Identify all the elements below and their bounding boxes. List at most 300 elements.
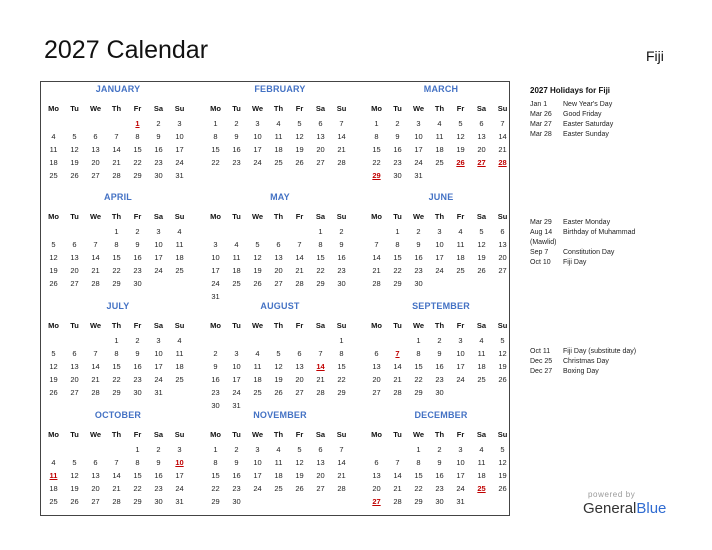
day-cell[interactable]: 18 <box>477 471 486 480</box>
day-cell[interactable]: 29 <box>316 279 325 288</box>
day-cell[interactable]: 1 <box>339 336 344 345</box>
day-cell[interactable]: 20 <box>70 266 79 275</box>
day-cell[interactable]: 30 <box>393 171 402 180</box>
day-cell[interactable]: 6 <box>318 119 323 128</box>
day-cell[interactable]: 10 <box>232 362 241 371</box>
day-cell[interactable]: 17 <box>435 253 444 262</box>
day-cell[interactable]: 26 <box>477 266 486 275</box>
day-cell[interactable]: 16 <box>133 362 142 371</box>
day-cell[interactable]: 14 <box>337 132 346 141</box>
day-cell[interactable]: 24 <box>435 266 444 275</box>
day-cell[interactable]: 16 <box>232 145 241 154</box>
day-cell[interactable]: 2 <box>135 227 140 236</box>
day-cell[interactable]: 1 <box>318 227 323 236</box>
day-cell[interactable]: 6 <box>72 240 77 249</box>
holiday-day-cell[interactable]: 26 <box>456 158 465 167</box>
day-cell[interactable]: 12 <box>253 253 262 262</box>
day-cell[interactable]: 24 <box>211 279 220 288</box>
day-cell[interactable]: 21 <box>91 266 100 275</box>
day-cell[interactable]: 2 <box>156 445 161 454</box>
day-cell[interactable]: 4 <box>51 132 56 141</box>
holiday-day-cell[interactable]: 25 <box>477 484 486 493</box>
day-cell[interactable]: 20 <box>91 484 100 493</box>
day-cell[interactable]: 13 <box>316 458 325 467</box>
day-cell[interactable]: 22 <box>133 484 142 493</box>
day-cell[interactable]: 24 <box>253 158 262 167</box>
day-cell[interactable]: 15 <box>414 471 423 480</box>
day-cell[interactable]: 25 <box>175 266 184 275</box>
day-cell[interactable]: 14 <box>337 458 346 467</box>
day-cell[interactable]: 15 <box>133 471 142 480</box>
day-cell[interactable]: 23 <box>435 484 444 493</box>
day-cell[interactable]: 27 <box>70 388 79 397</box>
day-cell[interactable]: 27 <box>316 484 325 493</box>
day-cell[interactable]: 28 <box>91 388 100 397</box>
day-cell[interactable]: 9 <box>437 458 442 467</box>
day-cell[interactable]: 16 <box>435 471 444 480</box>
day-cell[interactable]: 31 <box>175 171 184 180</box>
day-cell[interactable]: 20 <box>274 266 283 275</box>
day-cell[interactable]: 21 <box>498 145 507 154</box>
day-cell[interactable]: 2 <box>213 349 218 358</box>
day-cell[interactable]: 25 <box>456 266 465 275</box>
day-cell[interactable]: 13 <box>477 132 486 141</box>
day-cell[interactable]: 6 <box>276 240 281 249</box>
holiday-day-cell[interactable]: 28 <box>498 158 507 167</box>
day-cell[interactable]: 2 <box>339 227 344 236</box>
day-cell[interactable]: 5 <box>458 119 463 128</box>
day-cell[interactable]: 13 <box>70 362 79 371</box>
day-cell[interactable]: 10 <box>456 349 465 358</box>
day-cell[interactable]: 1 <box>114 227 119 236</box>
day-cell[interactable]: 15 <box>112 253 121 262</box>
day-cell[interactable]: 7 <box>114 458 119 467</box>
day-cell[interactable]: 21 <box>91 375 100 384</box>
day-cell[interactable]: 11 <box>435 132 444 141</box>
day-cell[interactable]: 16 <box>435 362 444 371</box>
day-cell[interactable]: 13 <box>70 253 79 262</box>
day-cell[interactable]: 28 <box>337 158 346 167</box>
day-cell[interactable]: 11 <box>274 132 283 141</box>
day-cell[interactable]: 17 <box>253 145 262 154</box>
day-cell[interactable]: 7 <box>93 349 98 358</box>
day-cell[interactable]: 17 <box>154 253 163 262</box>
day-cell[interactable]: 29 <box>112 388 121 397</box>
day-cell[interactable]: 3 <box>255 445 260 454</box>
day-cell[interactable]: 22 <box>414 484 423 493</box>
day-cell[interactable]: 31 <box>232 401 241 410</box>
day-cell[interactable]: 1 <box>416 336 421 345</box>
day-cell[interactable]: 18 <box>456 253 465 262</box>
holiday-day-cell[interactable]: 1 <box>135 119 140 128</box>
day-cell[interactable]: 9 <box>156 458 161 467</box>
day-cell[interactable]: 8 <box>135 132 140 141</box>
day-cell[interactable]: 27 <box>498 266 507 275</box>
day-cell[interactable]: 10 <box>211 253 220 262</box>
day-cell[interactable]: 20 <box>477 145 486 154</box>
day-cell[interactable]: 16 <box>133 253 142 262</box>
day-cell[interactable]: 23 <box>133 375 142 384</box>
day-cell[interactable]: 15 <box>316 253 325 262</box>
day-cell[interactable]: 14 <box>91 253 100 262</box>
day-cell[interactable]: 4 <box>479 336 484 345</box>
day-cell[interactable]: 23 <box>435 375 444 384</box>
day-cell[interactable]: 22 <box>393 266 402 275</box>
day-cell[interactable]: 7 <box>395 458 400 467</box>
day-cell[interactable]: 13 <box>295 362 304 371</box>
day-cell[interactable]: 12 <box>274 362 283 371</box>
day-cell[interactable]: 28 <box>393 388 402 397</box>
day-cell[interactable]: 3 <box>156 227 161 236</box>
day-cell[interactable]: 16 <box>232 471 241 480</box>
day-cell[interactable]: 17 <box>232 375 241 384</box>
day-cell[interactable]: 18 <box>232 266 241 275</box>
day-cell[interactable]: 10 <box>154 240 163 249</box>
day-cell[interactable]: 13 <box>316 132 325 141</box>
day-cell[interactable]: 25 <box>49 497 58 506</box>
day-cell[interactable]: 10 <box>175 132 184 141</box>
day-cell[interactable]: 12 <box>295 132 304 141</box>
day-cell[interactable]: 22 <box>211 484 220 493</box>
day-cell[interactable]: 19 <box>295 471 304 480</box>
day-cell[interactable]: 12 <box>477 240 486 249</box>
day-cell[interactable]: 17 <box>175 471 184 480</box>
day-cell[interactable]: 27 <box>295 388 304 397</box>
day-cell[interactable]: 28 <box>112 171 121 180</box>
day-cell[interactable]: 30 <box>154 171 163 180</box>
day-cell[interactable]: 4 <box>177 227 182 236</box>
day-cell[interactable]: 23 <box>154 484 163 493</box>
day-cell[interactable]: 28 <box>372 279 381 288</box>
day-cell[interactable]: 22 <box>316 266 325 275</box>
day-cell[interactable]: 20 <box>91 158 100 167</box>
day-cell[interactable]: 14 <box>393 362 402 371</box>
day-cell[interactable]: 25 <box>274 158 283 167</box>
day-cell[interactable]: 2 <box>437 445 442 454</box>
day-cell[interactable]: 9 <box>213 362 218 371</box>
day-cell[interactable]: 1 <box>135 445 140 454</box>
day-cell[interactable]: 14 <box>112 471 121 480</box>
day-cell[interactable]: 25 <box>435 158 444 167</box>
day-cell[interactable]: 9 <box>156 132 161 141</box>
day-cell[interactable]: 5 <box>51 240 56 249</box>
day-cell[interactable]: 30 <box>154 497 163 506</box>
day-cell[interactable]: 12 <box>498 349 507 358</box>
day-cell[interactable]: 3 <box>437 227 442 236</box>
day-cell[interactable]: 5 <box>479 227 484 236</box>
day-cell[interactable]: 11 <box>232 253 241 262</box>
day-cell[interactable]: 17 <box>253 471 262 480</box>
day-cell[interactable]: 10 <box>456 458 465 467</box>
day-cell[interactable]: 4 <box>177 336 182 345</box>
day-cell[interactable]: 8 <box>374 132 379 141</box>
brand-logo[interactable] <box>583 500 666 517</box>
day-cell[interactable]: 26 <box>498 375 507 384</box>
day-cell[interactable]: 18 <box>435 145 444 154</box>
day-cell[interactable]: 5 <box>51 349 56 358</box>
day-cell[interactable]: 26 <box>295 158 304 167</box>
holiday-day-cell[interactable]: 14 <box>316 362 325 371</box>
day-cell[interactable]: 15 <box>337 362 346 371</box>
holiday-day-cell[interactable]: 11 <box>49 471 58 480</box>
day-cell[interactable]: 12 <box>49 362 58 371</box>
day-cell[interactable]: 8 <box>213 132 218 141</box>
day-cell[interactable]: 24 <box>154 375 163 384</box>
day-cell[interactable]: 4 <box>276 119 281 128</box>
day-cell[interactable]: 18 <box>49 158 58 167</box>
day-cell[interactable]: 4 <box>437 119 442 128</box>
day-cell[interactable]: 24 <box>175 484 184 493</box>
day-cell[interactable]: 26 <box>253 279 262 288</box>
day-cell[interactable]: 10 <box>414 132 423 141</box>
day-cell[interactable]: 13 <box>372 362 381 371</box>
day-cell[interactable]: 6 <box>297 349 302 358</box>
day-cell[interactable]: 21 <box>393 375 402 384</box>
day-cell[interactable]: 15 <box>372 145 381 154</box>
day-cell[interactable]: 7 <box>374 240 379 249</box>
day-cell[interactable]: 27 <box>372 388 381 397</box>
day-cell[interactable]: 3 <box>234 349 239 358</box>
day-cell[interactable]: 6 <box>93 132 98 141</box>
day-cell[interactable]: 21 <box>112 158 121 167</box>
day-cell[interactable]: 2 <box>437 336 442 345</box>
day-cell[interactable]: 14 <box>498 132 507 141</box>
day-cell[interactable]: 18 <box>253 375 262 384</box>
day-cell[interactable]: 26 <box>70 497 79 506</box>
day-cell[interactable]: 5 <box>72 458 77 467</box>
day-cell[interactable]: 8 <box>395 240 400 249</box>
day-cell[interactable]: 21 <box>316 375 325 384</box>
day-cell[interactable]: 6 <box>479 119 484 128</box>
day-cell[interactable]: 13 <box>91 145 100 154</box>
day-cell[interactable]: 9 <box>395 132 400 141</box>
day-cell[interactable]: 12 <box>70 145 79 154</box>
day-cell[interactable]: 14 <box>372 253 381 262</box>
day-cell[interactable]: 18 <box>477 362 486 371</box>
day-cell[interactable]: 20 <box>316 471 325 480</box>
day-cell[interactable]: 19 <box>253 266 262 275</box>
day-cell[interactable]: 28 <box>337 484 346 493</box>
day-cell[interactable]: 11 <box>274 458 283 467</box>
day-cell[interactable]: 24 <box>456 484 465 493</box>
day-cell[interactable]: 29 <box>414 388 423 397</box>
day-cell[interactable]: 21 <box>337 145 346 154</box>
day-cell[interactable]: 4 <box>234 240 239 249</box>
day-cell[interactable]: 23 <box>232 158 241 167</box>
day-cell[interactable]: 30 <box>414 279 423 288</box>
day-cell[interactable]: 5 <box>500 445 505 454</box>
day-cell[interactable]: 1 <box>213 119 218 128</box>
day-cell[interactable]: 13 <box>372 471 381 480</box>
day-cell[interactable]: 8 <box>114 349 119 358</box>
day-cell[interactable]: 26 <box>295 484 304 493</box>
day-cell[interactable]: 2 <box>156 119 161 128</box>
day-cell[interactable]: 22 <box>372 158 381 167</box>
day-cell[interactable]: 23 <box>337 266 346 275</box>
day-cell[interactable]: 12 <box>70 471 79 480</box>
day-cell[interactable]: 9 <box>135 349 140 358</box>
day-cell[interactable]: 14 <box>393 471 402 480</box>
day-cell[interactable]: 1 <box>374 119 379 128</box>
day-cell[interactable]: 27 <box>91 171 100 180</box>
day-cell[interactable]: 4 <box>255 349 260 358</box>
day-cell[interactable]: 14 <box>112 145 121 154</box>
day-cell[interactable]: 1 <box>395 227 400 236</box>
day-cell[interactable]: 28 <box>295 279 304 288</box>
day-cell[interactable]: 7 <box>339 445 344 454</box>
day-cell[interactable]: 5 <box>500 336 505 345</box>
day-cell[interactable]: 27 <box>274 279 283 288</box>
day-cell[interactable]: 16 <box>154 145 163 154</box>
day-cell[interactable]: 31 <box>456 497 465 506</box>
day-cell[interactable]: 31 <box>211 292 220 301</box>
day-cell[interactable]: 10 <box>435 240 444 249</box>
day-cell[interactable]: 29 <box>133 497 142 506</box>
day-cell[interactable]: 30 <box>435 388 444 397</box>
day-cell[interactable]: 29 <box>414 497 423 506</box>
day-cell[interactable]: 15 <box>133 145 142 154</box>
day-cell[interactable]: 16 <box>393 145 402 154</box>
day-cell[interactable]: 22 <box>337 375 346 384</box>
day-cell[interactable]: 19 <box>49 375 58 384</box>
day-cell[interactable]: 4 <box>51 458 56 467</box>
day-cell[interactable]: 25 <box>253 388 262 397</box>
day-cell[interactable]: 31 <box>175 497 184 506</box>
day-cell[interactable]: 19 <box>70 484 79 493</box>
day-cell[interactable]: 28 <box>91 279 100 288</box>
day-cell[interactable]: 28 <box>112 497 121 506</box>
day-cell[interactable]: 15 <box>211 145 220 154</box>
day-cell[interactable]: 29 <box>393 279 402 288</box>
day-cell[interactable]: 8 <box>135 458 140 467</box>
day-cell[interactable]: 28 <box>393 497 402 506</box>
day-cell[interactable]: 18 <box>49 484 58 493</box>
day-cell[interactable]: 26 <box>49 388 58 397</box>
day-cell[interactable]: 21 <box>112 484 121 493</box>
day-cell[interactable]: 2 <box>234 119 239 128</box>
day-cell[interactable]: 16 <box>337 253 346 262</box>
day-cell[interactable]: 2 <box>395 119 400 128</box>
day-cell[interactable]: 31 <box>154 388 163 397</box>
day-cell[interactable]: 4 <box>276 445 281 454</box>
day-cell[interactable]: 15 <box>211 471 220 480</box>
day-cell[interactable]: 7 <box>318 349 323 358</box>
day-cell[interactable]: 16 <box>211 375 220 384</box>
day-cell[interactable]: 24 <box>414 158 423 167</box>
day-cell[interactable]: 19 <box>456 145 465 154</box>
day-cell[interactable]: 23 <box>393 158 402 167</box>
day-cell[interactable]: 3 <box>458 336 463 345</box>
day-cell[interactable]: 24 <box>232 388 241 397</box>
day-cell[interactable]: 21 <box>393 484 402 493</box>
day-cell[interactable]: 19 <box>498 471 507 480</box>
day-cell[interactable]: 30 <box>133 279 142 288</box>
day-cell[interactable]: 25 <box>175 375 184 384</box>
day-cell[interactable]: 26 <box>49 279 58 288</box>
day-cell[interactable]: 6 <box>318 445 323 454</box>
day-cell[interactable]: 13 <box>274 253 283 262</box>
day-cell[interactable]: 3 <box>416 119 421 128</box>
day-cell[interactable]: 9 <box>339 240 344 249</box>
day-cell[interactable]: 19 <box>498 362 507 371</box>
day-cell[interactable]: 2 <box>135 336 140 345</box>
day-cell[interactable]: 26 <box>498 484 507 493</box>
day-cell[interactable]: 17 <box>456 362 465 371</box>
day-cell[interactable]: 1 <box>213 445 218 454</box>
day-cell[interactable]: 20 <box>316 145 325 154</box>
day-cell[interactable]: 11 <box>477 458 486 467</box>
day-cell[interactable]: 11 <box>477 349 486 358</box>
day-cell[interactable]: 18 <box>274 145 283 154</box>
day-cell[interactable]: 19 <box>70 158 79 167</box>
day-cell[interactable]: 6 <box>374 349 379 358</box>
day-cell[interactable]: 24 <box>253 484 262 493</box>
day-cell[interactable]: 25 <box>274 484 283 493</box>
day-cell[interactable]: 5 <box>276 349 281 358</box>
day-cell[interactable]: 20 <box>295 375 304 384</box>
day-cell[interactable]: 7 <box>297 240 302 249</box>
day-cell[interactable]: 11 <box>175 240 184 249</box>
day-cell[interactable]: 29 <box>112 279 121 288</box>
day-cell[interactable]: 12 <box>295 458 304 467</box>
day-cell[interactable]: 24 <box>456 375 465 384</box>
day-cell[interactable]: 20 <box>70 375 79 384</box>
day-cell[interactable]: 17 <box>154 362 163 371</box>
day-cell[interactable]: 16 <box>154 471 163 480</box>
day-cell[interactable]: 9 <box>135 240 140 249</box>
day-cell[interactable]: 17 <box>175 145 184 154</box>
day-cell[interactable]: 8 <box>416 458 421 467</box>
day-cell[interactable]: 4 <box>479 445 484 454</box>
day-cell[interactable]: 20 <box>372 375 381 384</box>
day-cell[interactable]: 21 <box>295 266 304 275</box>
day-cell[interactable]: 23 <box>211 388 220 397</box>
day-cell[interactable]: 18 <box>274 471 283 480</box>
day-cell[interactable]: 2 <box>234 445 239 454</box>
day-cell[interactable]: 6 <box>500 227 505 236</box>
day-cell[interactable]: 8 <box>339 349 344 358</box>
day-cell[interactable]: 11 <box>253 362 262 371</box>
day-cell[interactable]: 13 <box>498 240 507 249</box>
day-cell[interactable]: 6 <box>374 458 379 467</box>
holiday-day-cell[interactable]: 27 <box>477 158 486 167</box>
day-cell[interactable]: 30 <box>133 388 142 397</box>
day-cell[interactable]: 19 <box>274 375 283 384</box>
day-cell[interactable]: 9 <box>416 240 421 249</box>
day-cell[interactable]: 5 <box>297 445 302 454</box>
day-cell[interactable]: 18 <box>175 362 184 371</box>
day-cell[interactable]: 7 <box>93 240 98 249</box>
day-cell[interactable]: 23 <box>414 266 423 275</box>
day-cell[interactable]: 31 <box>414 171 423 180</box>
day-cell[interactable]: 29 <box>211 497 220 506</box>
day-cell[interactable]: 23 <box>133 266 142 275</box>
day-cell[interactable]: 11 <box>456 240 465 249</box>
day-cell[interactable]: 26 <box>274 388 283 397</box>
day-cell[interactable]: 25 <box>232 279 241 288</box>
day-cell[interactable]: 3 <box>213 240 218 249</box>
day-cell[interactable]: 25 <box>49 171 58 180</box>
day-cell[interactable]: 23 <box>154 158 163 167</box>
day-cell[interactable]: 25 <box>477 375 486 384</box>
day-cell[interactable]: 12 <box>49 253 58 262</box>
day-cell[interactable]: 1 <box>416 445 421 454</box>
day-cell[interactable]: 22 <box>112 266 121 275</box>
day-cell[interactable]: 27 <box>70 279 79 288</box>
day-cell[interactable]: 29 <box>337 388 346 397</box>
holiday-day-cell[interactable]: 7 <box>395 349 400 358</box>
day-cell[interactable]: 7 <box>500 119 505 128</box>
